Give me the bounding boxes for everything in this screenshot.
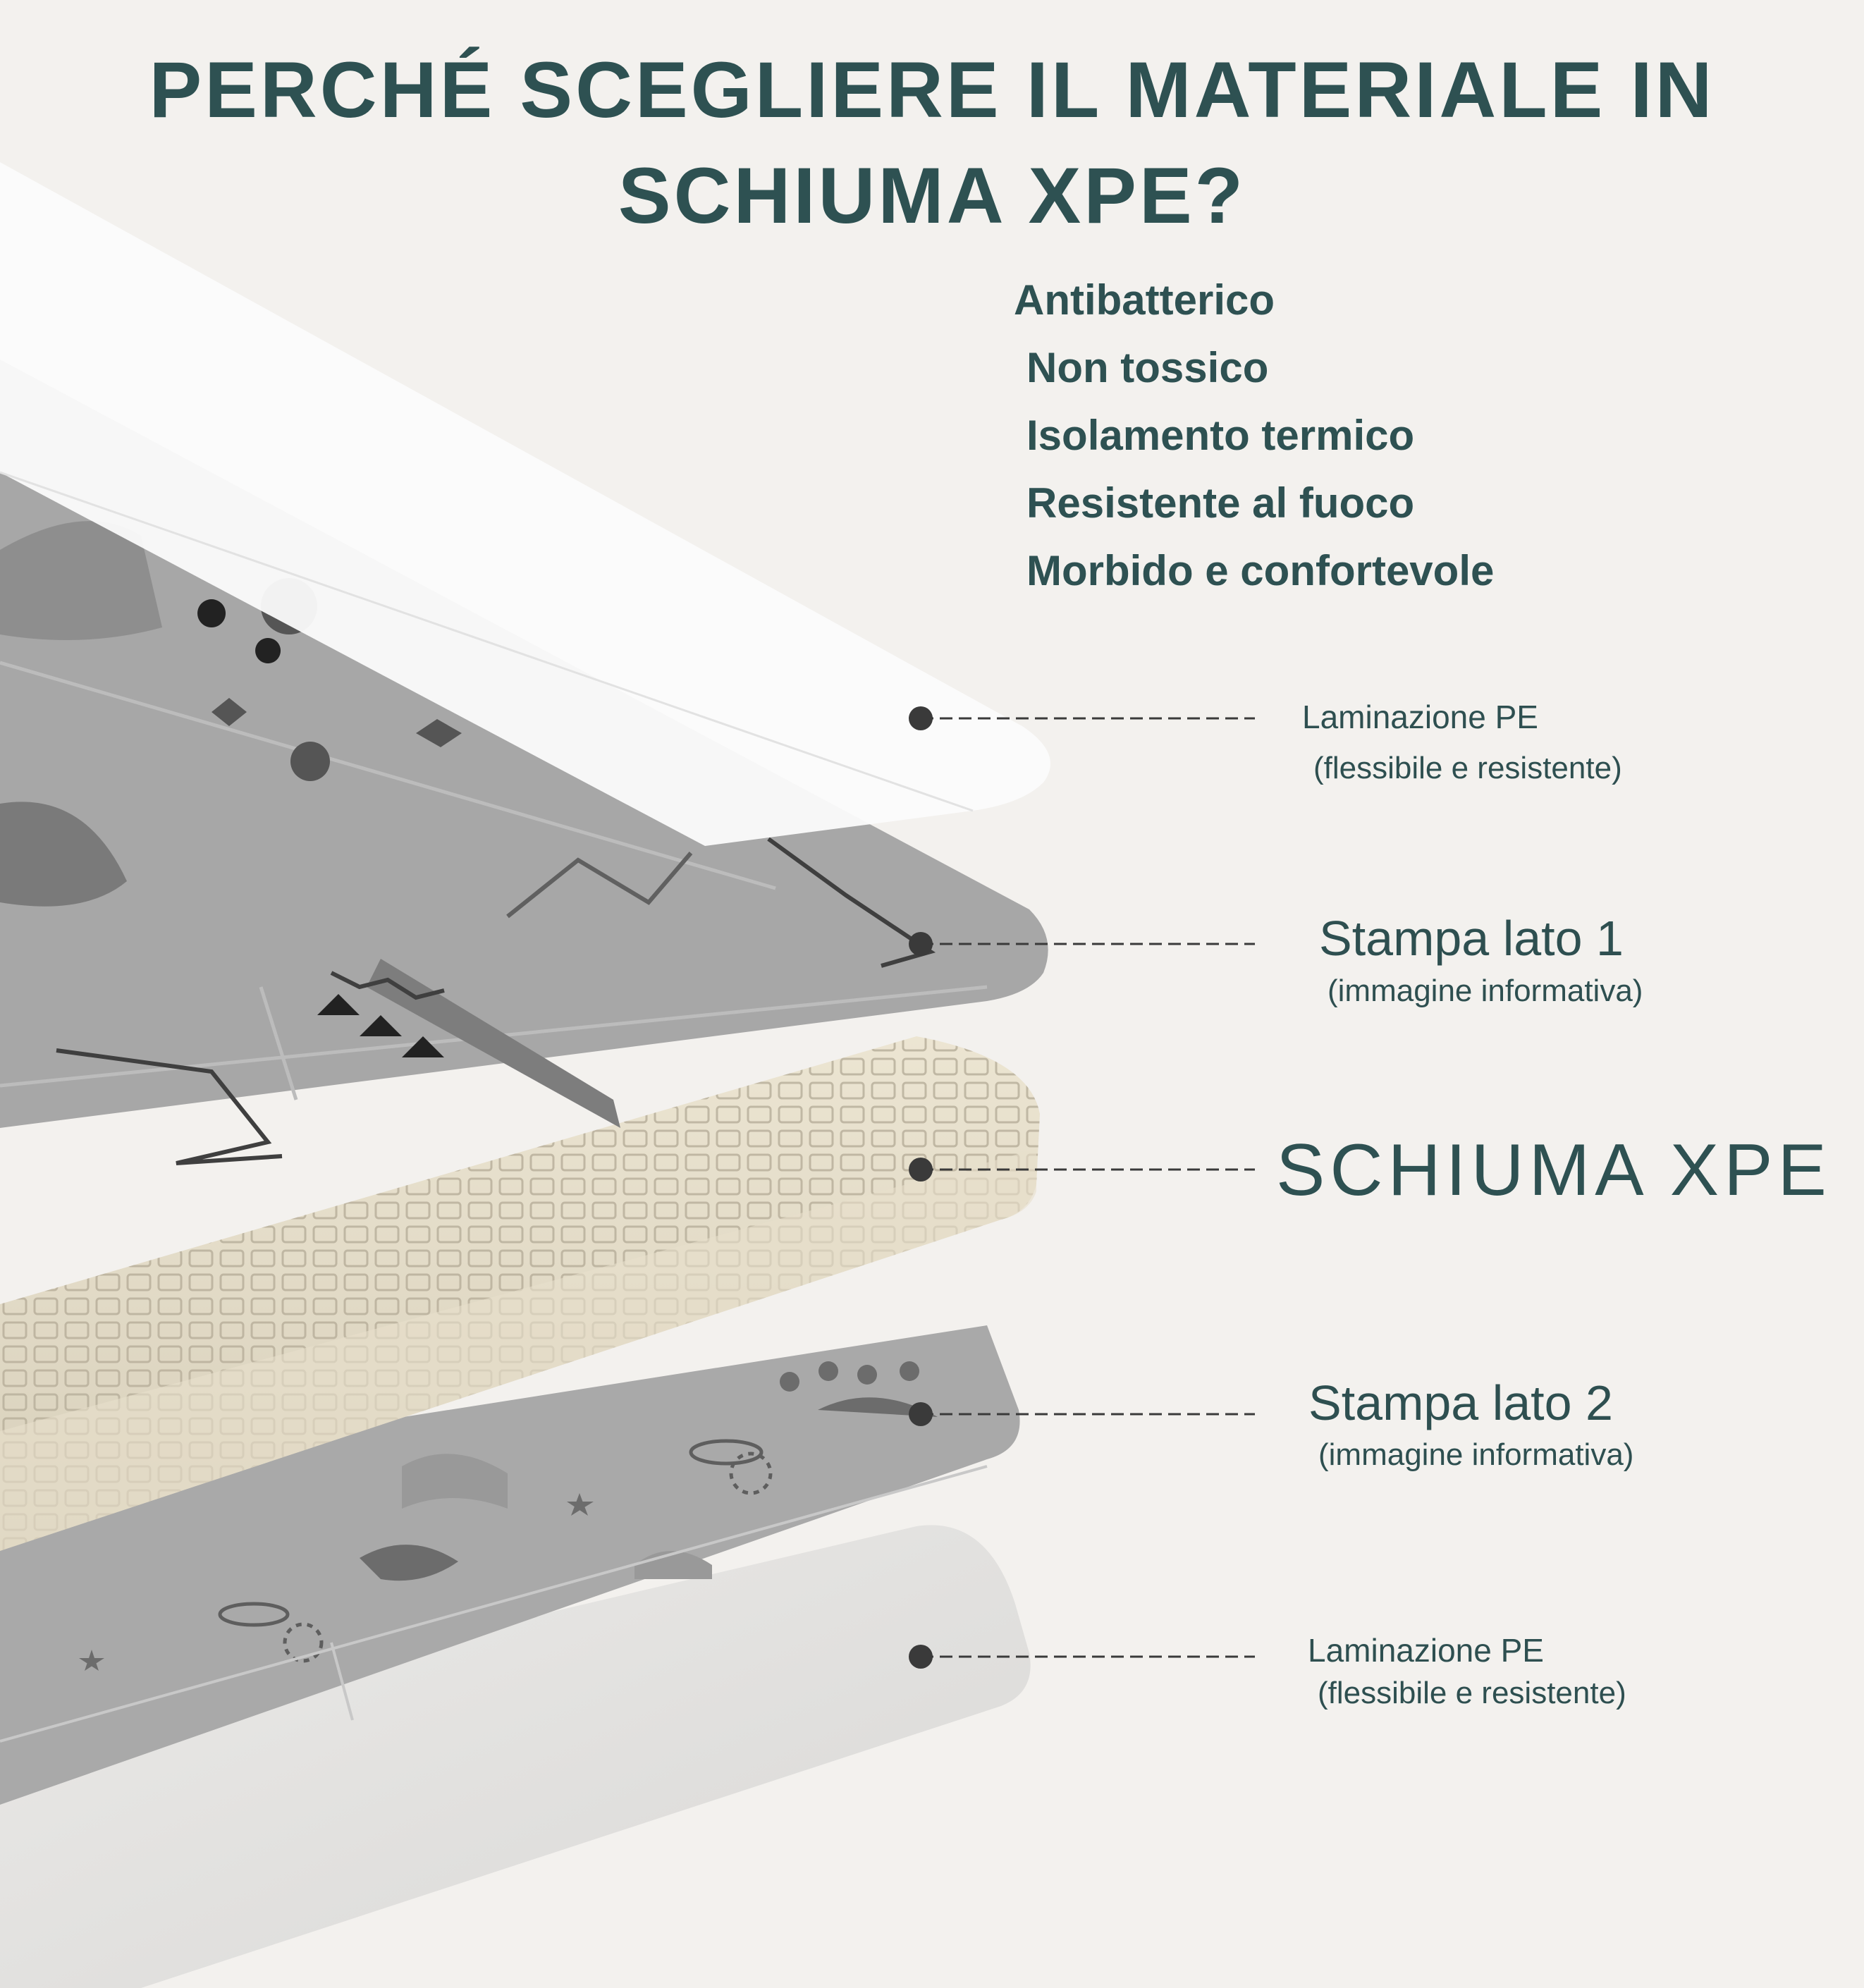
benefit-fire-resistant: Resistente al fuoco	[1026, 479, 1415, 527]
label-xpe-foam: SCHIUMA XPE	[1276, 1129, 1832, 1211]
label-print-side-1: Stampa lato 1	[1319, 911, 1624, 966]
benefit-antibacterial: Antibatterico	[1014, 276, 1275, 324]
note-top-lamination: (flessibile e resistente)	[1313, 751, 1622, 785]
page-title-line-2: SCHIUMA XPE?	[618, 152, 1246, 240]
label-top-lamination: Laminazione PE	[1302, 699, 1538, 735]
benefit-thermal-insulation: Isolamento termico	[1026, 412, 1415, 459]
benefit-soft-comfortable: Morbido e confortevole	[1026, 547, 1495, 594]
label-print-side-2: Stampa lato 2	[1308, 1375, 1613, 1430]
page-title-line-1: PERCHÉ SCEGLIERE IL MATERIALE IN	[149, 46, 1715, 134]
benefit-non-toxic: Non tossico	[1026, 344, 1269, 391]
label-bottom-lamination: Laminazione PE	[1308, 1632, 1544, 1669]
note-print-side-2: (immagine informativa)	[1318, 1437, 1634, 1472]
note-print-side-1: (immagine informativa)	[1328, 974, 1643, 1008]
note-bottom-lamination: (flessibile e resistente)	[1318, 1676, 1626, 1710]
